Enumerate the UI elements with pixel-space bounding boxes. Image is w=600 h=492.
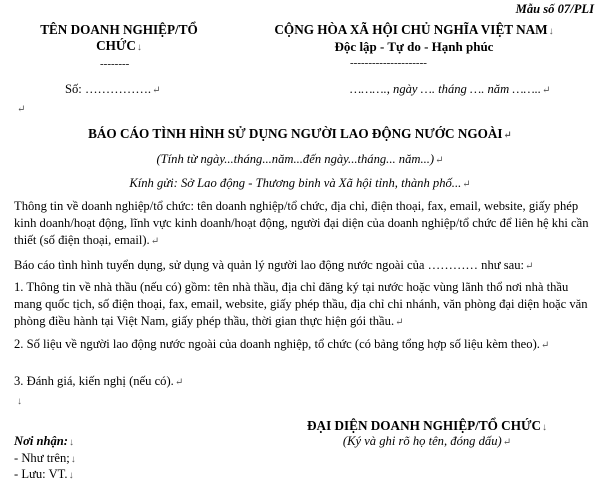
recipients-label-text: Nơi nhận: xyxy=(14,434,69,448)
line-break-mark: ↓ xyxy=(68,470,74,481)
signature-title xyxy=(262,418,592,434)
recipient-item xyxy=(14,451,76,466)
paragraph-mark: ↵ xyxy=(395,317,404,328)
evaluation-paragraph xyxy=(14,373,590,391)
report-intro-paragraph xyxy=(14,257,590,275)
document-number-text: Số: ……………. xyxy=(65,82,152,96)
national-motto: Độc lập - Tự do - Hạnh phúc xyxy=(334,39,494,54)
worker-data-text: 2. Số liệu về người lao động nước ngoài của doanh nghiệp, tổ chức (có bảng tổng hợp số liệu kèm theo). xyxy=(14,337,540,351)
empty-paragraph-mark: ↵ xyxy=(17,104,26,115)
recipients-label xyxy=(14,434,74,449)
paragraph-mark: ↵ xyxy=(542,85,551,96)
paragraph-mark: ↵ xyxy=(502,437,512,448)
report-recipient-text: Kính gửi: Sở Lao động - Thương binh và Xã hội tỉnh, thành phố... xyxy=(129,176,462,190)
line-break-mark: ↓ xyxy=(541,422,547,433)
paragraph-mark: ↵ xyxy=(435,155,444,166)
line-break-mark: ↓ xyxy=(17,396,22,407)
organization-info-text: Thông tin về doanh nghiệp/tổ chức: tên doanh nghiệp/tổ chức, địa chỉ, điện thoại, fax, email, website, giấy phép kinh doanh/hoạt động, lĩnh vực kinh doanh/hoạt động, người đại diện của doanh nghiệp/tổ chức để liên hệ khi cần thiết (số điện thoại, email). xyxy=(14,199,589,247)
recipient-item-text: - Như trên; xyxy=(14,451,70,465)
nation-title xyxy=(236,22,592,38)
paragraph-mark: ↵ xyxy=(525,261,534,272)
document-date xyxy=(350,82,550,97)
motto-divider: --------------------- xyxy=(350,57,427,69)
signature-note xyxy=(262,434,592,449)
report-period xyxy=(0,152,600,167)
paragraph-mark: ↵ xyxy=(503,130,512,141)
report-recipient xyxy=(0,176,600,191)
document-number xyxy=(65,82,160,97)
organization-name-text: TÊN DOANH NGHIỆP/TỔ CHỨC xyxy=(40,22,198,53)
paragraph-mark: ↵ xyxy=(462,179,471,190)
organization-info-paragraph xyxy=(14,198,590,250)
worker-data-paragraph xyxy=(14,336,590,354)
signature-title-text: ĐẠI DIỆN DOANH NGHIỆP/TỔ CHỨC xyxy=(307,418,541,433)
contractor-info-text: 1. Thông tin về nhà thầu (nếu có) gồm: tên nhà thầu, địa chỉ đăng ký tại nước hoặc vùng lãnh thổ nơi nhà thầu mang quốc tịch, số điện thoại, fax, email, website, giấy phép thầu, địa chỉ chi nhánh, văn phòng đại diện hoặc văn phòng điều hành tại Việt Nam, giấy phép thầu, thời gian thực hiện gói thầu. xyxy=(14,280,588,328)
recipient-item-text: - Lưu: VT. xyxy=(14,467,68,481)
line-break-mark: ↓ xyxy=(69,437,75,448)
evaluation-text: 3. Đánh giá, kiến nghị (nếu có). xyxy=(14,374,174,388)
organization-name xyxy=(24,22,214,56)
paragraph-mark: ↵ xyxy=(152,85,161,96)
report-title-text: BÁO CÁO TÌNH HÌNH SỬ DỤNG NGƯỜI LAO ĐỘNG NƯỚC NGOÀI xyxy=(88,126,503,141)
recipient-item xyxy=(14,467,74,482)
paragraph-mark: ↵ xyxy=(150,236,160,247)
report-title xyxy=(0,126,600,142)
signature-note-text: (Ký và ghi rõ họ tên, đóng dấu) xyxy=(342,434,502,448)
document-date-text: ………., ngày …. tháng …. năm …….. xyxy=(350,82,542,96)
form-number: Mẫu số 07/PLI xyxy=(515,2,594,16)
line-break-mark: ↓ xyxy=(548,26,554,37)
nation-title-text: CỘNG HÒA XÃ HỘI CHỦ NGHĨA VIỆT NAM xyxy=(274,22,548,37)
report-period-text: (Tính từ ngày...tháng...năm...đến ngày...tháng... năm...) xyxy=(156,152,435,166)
contractor-info-paragraph xyxy=(14,279,590,331)
paragraph-mark: ↵ xyxy=(174,377,184,388)
organization-divider: -------- xyxy=(100,58,130,70)
paragraph-mark: ↵ xyxy=(540,340,550,351)
report-intro-text: Báo cáo tình hình tuyển dụng, sử dụng và quản lý người lao động nước ngoài của ………… như sau: xyxy=(14,258,525,272)
line-break-mark: ↓ xyxy=(70,454,76,465)
line-break-mark: ↓ xyxy=(136,42,142,53)
